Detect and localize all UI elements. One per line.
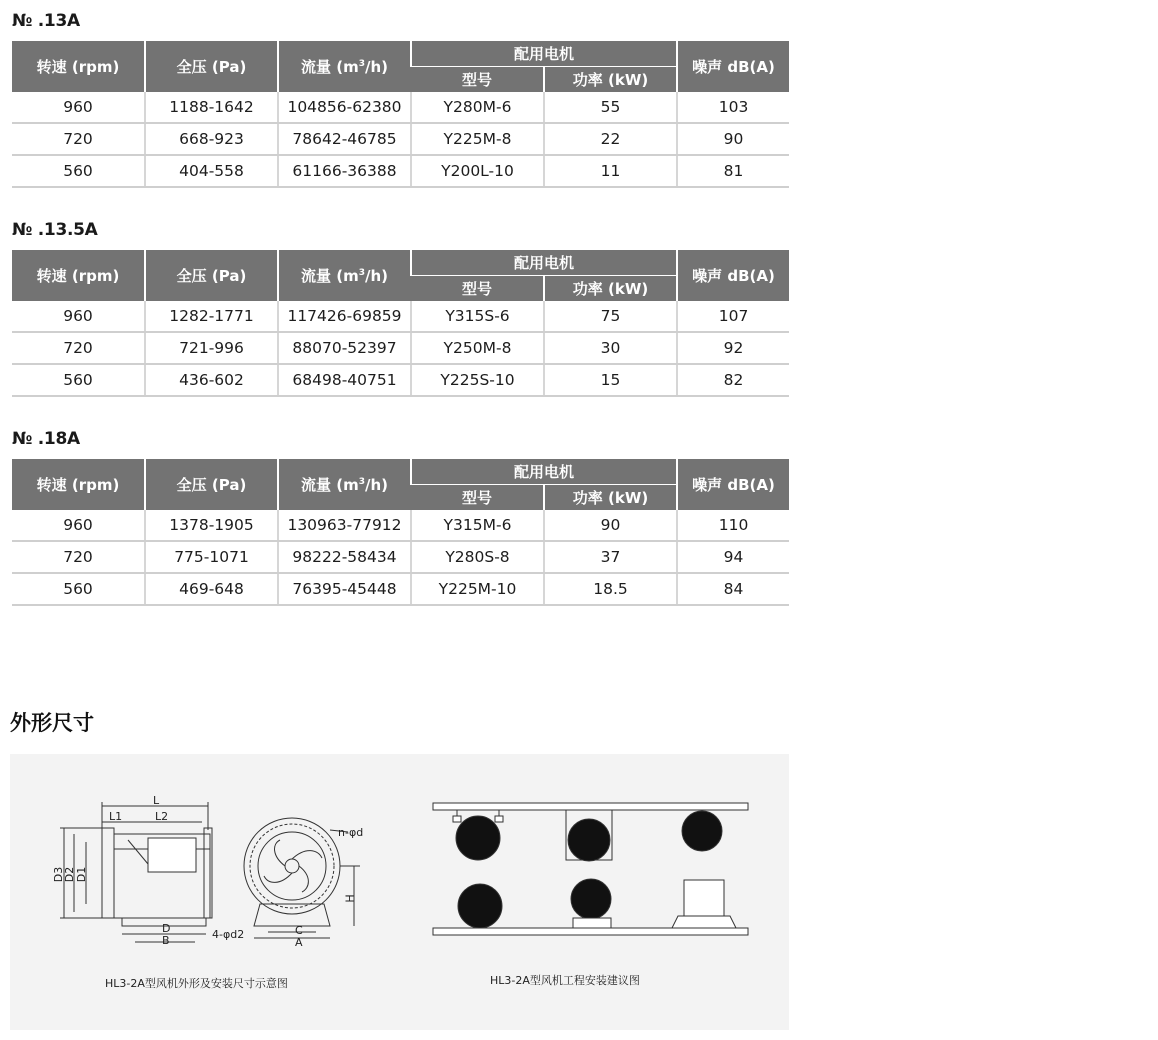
cell-pressure: 775-1071 xyxy=(145,541,278,573)
dim-label-D1: D1 xyxy=(75,866,89,883)
cell-flow: 98222-58434 xyxy=(278,541,411,573)
table-row xyxy=(12,123,789,155)
cell-noise: 82 xyxy=(677,364,789,396)
cell-model: Y280M-6 xyxy=(411,92,544,123)
cell-flow: 117426-69859 xyxy=(278,301,411,332)
header-flow-prefix: 流量 (m xyxy=(301,267,359,285)
table-row xyxy=(12,332,789,364)
dim-label-H: H xyxy=(343,894,357,903)
cell-model: Y315S-6 xyxy=(411,301,544,332)
dim-label-hole: 4-φd2 xyxy=(212,928,245,941)
header-noise: 噪声 dB(A) xyxy=(677,250,789,301)
header-flow-suffix: /h) xyxy=(364,58,388,76)
cell-speed: 720 xyxy=(12,123,145,155)
cell-flow: 104856-62380 xyxy=(278,92,411,123)
header-noise: 噪声 dB(A) xyxy=(677,41,789,92)
table-row xyxy=(12,541,789,573)
spec-table-13a xyxy=(12,41,789,188)
cell-flow: 130963-77912 xyxy=(278,510,411,541)
cell-noise: 81 xyxy=(677,155,789,187)
header-model: 型号 xyxy=(411,276,544,302)
header-flow-sup: 3 xyxy=(358,268,365,278)
cell-model: Y225S-10 xyxy=(411,364,544,396)
cell-flow: 76395-45448 xyxy=(278,573,411,605)
cell-model: Y250M-8 xyxy=(411,332,544,364)
cell-flow: 68498-40751 xyxy=(278,364,411,396)
cell-model: Y225M-8 xyxy=(411,123,544,155)
header-flow-prefix: 流量 (m xyxy=(301,58,359,76)
cell-speed: 960 xyxy=(12,510,145,541)
cell-power: 11 xyxy=(544,155,677,187)
cell-speed: 560 xyxy=(12,573,145,605)
dim-label-nd: n-φd xyxy=(338,826,364,839)
cell-noise: 90 xyxy=(677,123,789,155)
cell-pressure: 404-558 xyxy=(145,155,278,187)
spec-table-18a xyxy=(12,459,789,606)
cell-speed: 560 xyxy=(12,155,145,187)
cell-speed: 720 xyxy=(12,332,145,364)
header-flow xyxy=(278,250,411,301)
header-flow xyxy=(278,41,411,92)
cell-pressure: 1188-1642 xyxy=(145,92,278,123)
caption-fan-dimensions: HL3-2A型风机外形及安装尺寸示意图 xyxy=(105,977,288,990)
header-power: 功率 (kW) xyxy=(544,485,677,511)
cell-power: 37 xyxy=(544,541,677,573)
table-row xyxy=(12,301,789,332)
dimension-figure-panel xyxy=(10,754,789,1030)
cell-power: 30 xyxy=(544,332,677,364)
table-row xyxy=(12,364,789,396)
cell-pressure: 1378-1905 xyxy=(145,510,278,541)
header-motor-group: 配用电机 xyxy=(411,41,677,67)
dim-label-A: A xyxy=(295,936,303,949)
cell-flow: 78642-46785 xyxy=(278,123,411,155)
cell-power: 55 xyxy=(544,92,677,123)
dim-label-L1: L1 xyxy=(109,810,123,823)
dim-label-D3: D3 xyxy=(52,866,66,883)
table-title-18a: № .18A xyxy=(12,429,80,449)
header-motor-group: 配用电机 xyxy=(411,250,677,276)
cell-noise: 84 xyxy=(677,573,789,605)
dim-label-C: C xyxy=(295,924,303,937)
dim-label-D: D xyxy=(162,922,171,935)
cell-flow: 61166-36388 xyxy=(278,155,411,187)
dim-label-D2: D2 xyxy=(63,866,77,883)
cell-noise: 94 xyxy=(677,541,789,573)
cell-speed: 560 xyxy=(12,364,145,396)
header-model: 型号 xyxy=(411,67,544,93)
dim-label-L2: L2 xyxy=(155,810,169,823)
header-speed: 转速 (rpm) xyxy=(12,459,145,510)
dim-label-B: B xyxy=(162,934,170,947)
cell-noise: 107 xyxy=(677,301,789,332)
header-pressure: 全压 (Pa) xyxy=(145,41,278,92)
header-speed: 转速 (rpm) xyxy=(12,250,145,301)
cell-pressure: 668-923 xyxy=(145,123,278,155)
header-flow-prefix: 流量 (m xyxy=(301,476,359,494)
cell-model: Y280S-8 xyxy=(411,541,544,573)
cell-pressure: 1282-1771 xyxy=(145,301,278,332)
header-flow-suffix: /h) xyxy=(364,476,388,494)
cell-noise: 92 xyxy=(677,332,789,364)
header-noise: 噪声 dB(A) xyxy=(677,459,789,510)
cell-power: 15 xyxy=(544,364,677,396)
table-title-13a: № .13A xyxy=(12,11,80,31)
header-power: 功率 (kW) xyxy=(544,276,677,302)
header-speed: 转速 (rpm) xyxy=(12,41,145,92)
cell-model: Y315M-6 xyxy=(411,510,544,541)
header-model: 型号 xyxy=(411,485,544,511)
header-motor-group: 配用电机 xyxy=(411,459,677,485)
header-flow-sup: 3 xyxy=(358,59,365,69)
cell-power: 18.5 xyxy=(544,573,677,605)
header-flow xyxy=(278,459,411,510)
cell-noise: 110 xyxy=(677,510,789,541)
header-power: 功率 (kW) xyxy=(544,67,677,93)
dimensions-heading: 外形尺寸 xyxy=(10,711,94,735)
cell-pressure: 469-648 xyxy=(145,573,278,605)
cell-speed: 960 xyxy=(12,301,145,332)
cell-speed: 720 xyxy=(12,541,145,573)
cell-model: Y225M-10 xyxy=(411,573,544,605)
spec-table-13-5a xyxy=(12,250,789,397)
header-flow-sup: 3 xyxy=(358,477,365,487)
cell-power: 75 xyxy=(544,301,677,332)
cell-model: Y200L-10 xyxy=(411,155,544,187)
cell-power: 22 xyxy=(544,123,677,155)
cell-speed: 960 xyxy=(12,92,145,123)
caption-installation: HL3-2A型风机工程安装建议图 xyxy=(490,974,640,987)
cell-pressure: 721-996 xyxy=(145,332,278,364)
cell-pressure: 436-602 xyxy=(145,364,278,396)
cell-flow: 88070-52397 xyxy=(278,332,411,364)
cell-noise: 103 xyxy=(677,92,789,123)
installation-drawing xyxy=(433,803,748,935)
dim-label-L: L xyxy=(153,794,160,807)
table-row xyxy=(12,155,789,187)
table-row xyxy=(12,510,789,541)
table-row xyxy=(12,92,789,123)
cell-power: 90 xyxy=(544,510,677,541)
header-pressure: 全压 (Pa) xyxy=(145,250,278,301)
table-row xyxy=(12,573,789,605)
header-pressure: 全压 (Pa) xyxy=(145,459,278,510)
table-title-13-5a: № .13.5A xyxy=(12,220,98,240)
header-flow-suffix: /h) xyxy=(364,267,388,285)
